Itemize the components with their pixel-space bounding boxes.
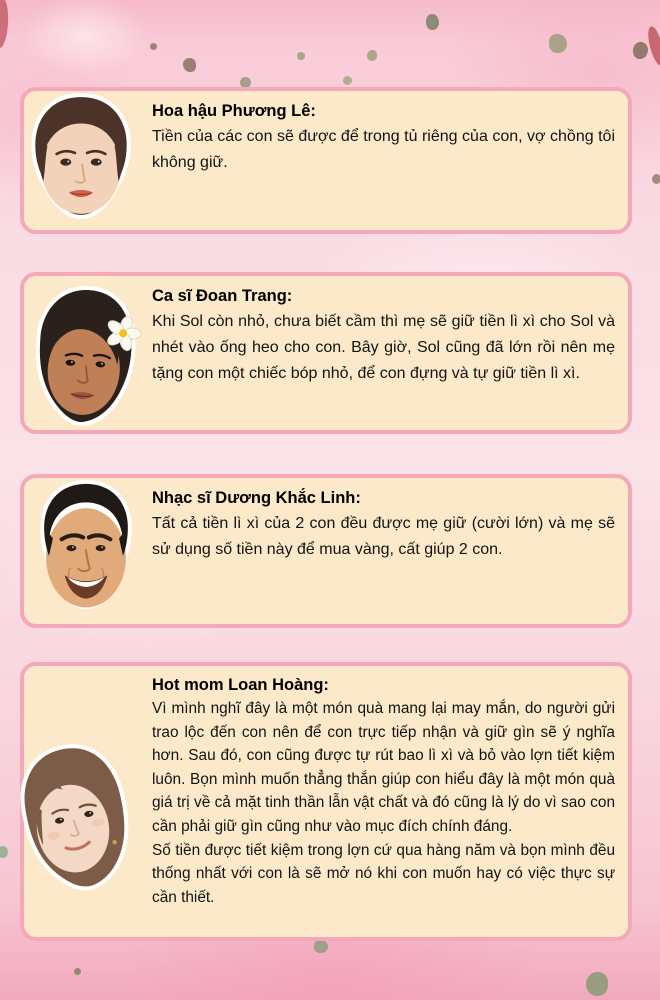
doan-trang-face-icon xyxy=(24,284,146,428)
paint-splatter xyxy=(367,50,377,61)
paint-splatter xyxy=(652,174,660,184)
paint-splatter xyxy=(183,58,196,72)
quote-text: Khi Sol còn nhỏ, chưa biết cầm thì mẹ sẽ giữ tiền lì xì cho Sol và nhét vào ống heo cho con. Bây giờ, Sol cũng đã lớn rồi nên mẹ tặng con một chiếc bóp nhỏ, để con đựng và tự giữ tiền lì xì. xyxy=(152,313,615,382)
quote-block xyxy=(152,98,615,176)
quote-block xyxy=(152,283,615,387)
doan-trang-photo-sticker xyxy=(24,284,146,428)
speaker-name: Hoa hậu Phương Lê: xyxy=(152,102,316,120)
quote-card-duong-khac-linh xyxy=(20,474,632,628)
speaker-name: Hot mom Loan Hoàng: xyxy=(152,676,329,694)
duong-khac-linh-photo-sticker xyxy=(28,478,144,624)
paint-splatter xyxy=(74,968,81,975)
paint-splatter xyxy=(586,972,608,996)
loan-hoang-face-icon xyxy=(10,740,142,904)
quote-block xyxy=(152,485,615,563)
loan-hoang-photo-sticker xyxy=(10,740,142,904)
speaker-name: Ca sĩ Đoan Trang: xyxy=(152,287,293,305)
paint-splatter xyxy=(0,846,8,858)
paint-splatter xyxy=(314,940,328,953)
quote-text: Vì mình nghĩ đây là một món quà mang lại may mắn, do người gửi trao lộc đến con nên để con trực tiếp nhận và giữ gìn sẽ ý nghĩa hơn. Sau đó, con cũng được tự rút bao lì xì và bỏ vào lợn tiết kiệm luôn. Bọn mình muốn thẳng thắn giúp con hiểu đây là một món quà giá trị về cả mặt tinh thần lẫn vật chất và đó cũng là lý do vì sao con cần phải giữ gìn cũng như vào mục đích chính đáng. xyxy=(152,700,615,835)
quote-text: Tất cả tiền lì xì của 2 con đều được mẹ giữ (cười lớn) và mẹ sẽ sử dụng số tiền này để mua vàng, cất giúp 2 con. xyxy=(152,515,615,558)
paint-splatter xyxy=(297,52,305,60)
paint-splatter xyxy=(645,25,660,67)
quote-text: Tiền của các con sẽ được để trong tủ riêng của con, vợ chồng tôi không giữ. xyxy=(152,128,615,171)
paint-splatter xyxy=(0,0,10,48)
quote-card-loan-hoang xyxy=(20,662,632,941)
paint-splatter xyxy=(549,34,567,53)
phuong-le-face-icon xyxy=(22,92,140,220)
paint-splatter xyxy=(343,76,352,85)
quote-block xyxy=(152,673,615,909)
paint-splatter xyxy=(150,43,157,50)
paint-splatter xyxy=(426,14,439,30)
duong-khac-linh-face-icon xyxy=(28,478,144,624)
quote-card-phuong-le xyxy=(20,87,632,234)
speaker-name: Nhạc sĩ Dương Khắc Linh: xyxy=(152,489,361,507)
phuong-le-photo-sticker xyxy=(22,92,140,220)
quote-card-doan-trang xyxy=(20,272,632,434)
paint-splatter xyxy=(633,42,648,59)
quote-text-continued: Số tiền được tiết kiệm trong lợn cứ qua hàng năm và bọn mình đều thống nhất với con là sẽ mở nó khi con muốn hay có việc thực sự cần thiết. xyxy=(152,841,615,906)
